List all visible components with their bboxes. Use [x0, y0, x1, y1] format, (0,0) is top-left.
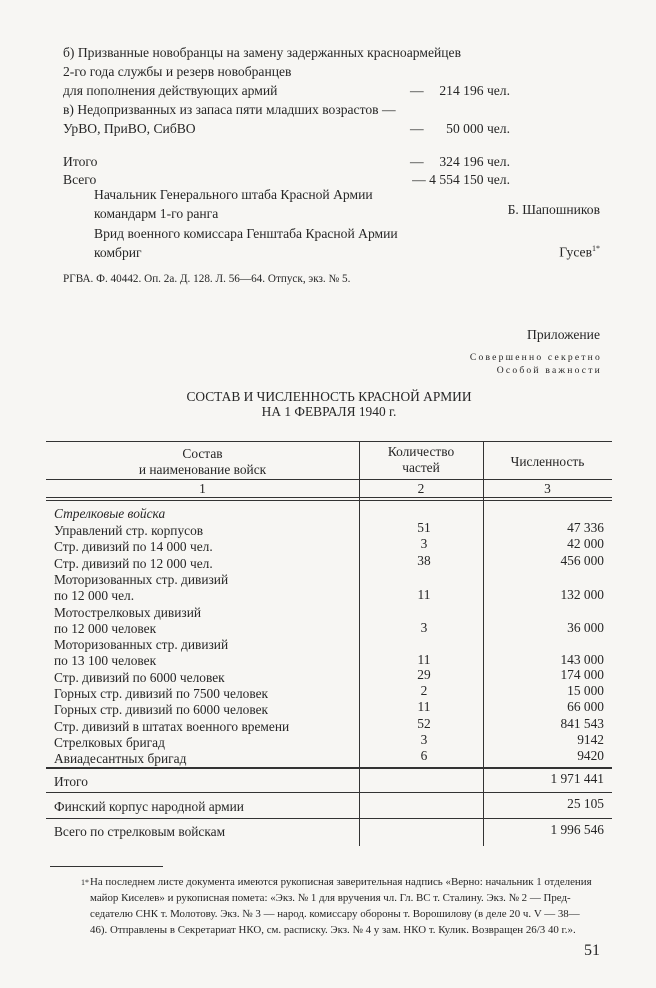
signature-title: Врид военного комиссара Генштаба Красной Армии — [94, 226, 398, 241]
footnote-ref[interactable]: 1* — [592, 244, 600, 253]
itogo-dash: — — [410, 154, 424, 169]
table-title: СОСТАВ И ЧИСЛЕННОСТЬ КРАСНОЙ АРМИИ — [186, 389, 472, 404]
signature-title: Начальник Генерального штаба Красной Армии — [94, 187, 373, 202]
secrecy-stamp: Особой важности — [496, 365, 602, 376]
row-count: 51 — [417, 520, 431, 535]
header-text: частей — [402, 460, 440, 475]
row-strength: 42 000 — [567, 536, 604, 552]
header-text: Состав — [182, 446, 223, 461]
row-strength: 9142 — [577, 731, 604, 747]
secrecy-stamp: Совершенно секретно — [469, 352, 602, 363]
row-name: Стр. дивизий по 6000 человек — [54, 669, 225, 685]
row-name: Стр. дивизий по 12 000 чел. — [54, 555, 213, 571]
row-strength: 143 000 — [560, 652, 604, 668]
intro-line: для пополнения действующих армий — [63, 83, 278, 98]
intro-line: 2-го года службы и резерв новобранцев — [63, 64, 292, 79]
total-value: 1 996 546 — [550, 822, 604, 837]
row-name: Управлений стр. корпусов — [54, 523, 204, 538]
signature-name-text: Гусев — [559, 244, 592, 260]
header-text: и наименование войск — [138, 462, 267, 477]
section-heading: Стрелковые войска — [54, 506, 166, 521]
intro-line: б) Призванные новобранцы на замену задержанных красноармейцев — [63, 45, 461, 60]
row-name: Стр. дивизий в штатах военного времени — [54, 718, 290, 734]
column-divider — [359, 441, 360, 846]
page-number: 51 — [584, 942, 600, 959]
intro-dash: — — [410, 121, 424, 136]
table-rule — [46, 767, 612, 769]
row-name-continued: по 12 000 человек — [54, 620, 157, 636]
row-strength: 47 336 — [567, 520, 604, 535]
total-value: 25 105 — [567, 796, 604, 811]
row-strength: 36 000 — [567, 619, 604, 635]
footnote-rule — [50, 866, 163, 867]
intro-dash: — — [410, 83, 424, 98]
row-strength: 15 000 — [567, 683, 604, 698]
footnote-line: седателю СНК т. Молотову. Экз. № 3 — народ. комиссару обороны т. Ворошилову (в деле 20 ч. V — 38— — [90, 908, 580, 920]
table-rule — [46, 792, 612, 793]
table-rule — [46, 818, 612, 819]
row-strength: 174 000 — [560, 666, 604, 682]
table-subtitle: НА 1 ФЕВРАЛЯ 1940 г. — [261, 404, 397, 419]
row-strength: 66 000 — [567, 699, 604, 715]
vsego-value: — 4 554 150 чел. — [412, 172, 510, 187]
column-divider — [483, 441, 484, 846]
header-composition — [46, 446, 359, 478]
row-name-continued: по 13 100 человек — [54, 653, 157, 669]
column-number: 3 — [544, 481, 551, 496]
row-count: 11 — [417, 699, 431, 715]
signature-name — [440, 240, 600, 262]
header-strength: Численность — [510, 454, 585, 469]
column-number: 2 — [417, 481, 425, 496]
footnote-line: 46). Отправлены в Секретариат НКО, см. расписку. Экз. № 4 у зам. НКО т. Кулик. Возвращен 26/3 40 г.». — [90, 924, 576, 936]
row-strength: 9420 — [577, 748, 604, 764]
row-name-continued: по 12 000 чел. — [54, 588, 135, 604]
vsego-label: Всего — [63, 172, 97, 187]
table-rule — [46, 479, 612, 480]
row-name: Моторизованных стр. дивизий — [54, 571, 229, 587]
intro-line: УрВО, ПриВО, СибВО — [63, 121, 196, 136]
row-count: 3 — [420, 731, 428, 747]
row-name: Горных стр. дивизий по 7500 человек — [54, 686, 269, 701]
row-count: 11 — [417, 587, 431, 603]
footnote-line: майор Киселев» и рукописная помета: «Экз. № 1 для вручения чл. Гл. ВС т. Сталину. Экз. № 2 — Пред- — [90, 892, 571, 904]
column-number: 1 — [199, 481, 206, 496]
intro-value: 214 196 чел. — [439, 83, 510, 98]
appendix-label: Приложение — [527, 327, 600, 342]
row-strength: 841 543 — [560, 715, 604, 731]
row-name: Мотострелковых дивизий — [54, 604, 202, 620]
row-count: 38 — [417, 552, 431, 568]
intro-value: 50 000 чел. — [446, 121, 510, 136]
row-name: Стр. дивизий по 14 000 чел. — [54, 539, 213, 555]
table-double-rule — [46, 497, 612, 501]
row-count: 52 — [417, 715, 431, 731]
footnote-marker: 1* — [81, 878, 89, 887]
row-name: Авиадесантных бригад — [54, 751, 187, 767]
total-label: Итого — [54, 774, 88, 789]
total-label: Всего по стрелковым войскам — [54, 824, 226, 839]
header-text: Количество — [387, 444, 455, 459]
itogo-label: Итого — [63, 154, 98, 169]
row-name: Стрелковых бригад — [54, 734, 165, 750]
row-count: 29 — [417, 666, 431, 682]
row-name: Моторизованных стр. дивизий — [54, 637, 229, 653]
row-strength: 456 000 — [560, 552, 604, 568]
row-count: 2 — [420, 683, 428, 698]
signature-rank: командарм 1-го ранга — [94, 206, 219, 221]
header-count — [359, 444, 483, 476]
total-label: Финский корпус народной армии — [54, 799, 244, 814]
row-count: 11 — [417, 652, 431, 668]
archive-reference: РГВА. Ф. 40442. Оп. 2а. Д. 128. Л. 56—64. Отпуск, экз. № 5. — [63, 273, 351, 285]
row-strength: 132 000 — [560, 587, 604, 603]
intro-line: в) Недопризванных из запаса пяти младших возрастов — — [63, 102, 396, 117]
total-value: 1 971 441 — [550, 771, 604, 786]
row-count: 6 — [420, 748, 428, 764]
row-name: Горных стр. дивизий по 6000 человек — [54, 702, 269, 718]
footnote-line: На последнем листе документа имеются рукописная заверительная надпись «Верно: начальник 1 отделения — [90, 876, 592, 888]
row-count: 3 — [420, 536, 428, 552]
signature-rank: комбриг — [94, 245, 142, 260]
row-count: 3 — [420, 619, 428, 635]
signature-name: Б. Шапошников — [507, 202, 600, 217]
table-rule — [46, 441, 612, 442]
itogo-value: 324 196 чел. — [439, 154, 510, 169]
